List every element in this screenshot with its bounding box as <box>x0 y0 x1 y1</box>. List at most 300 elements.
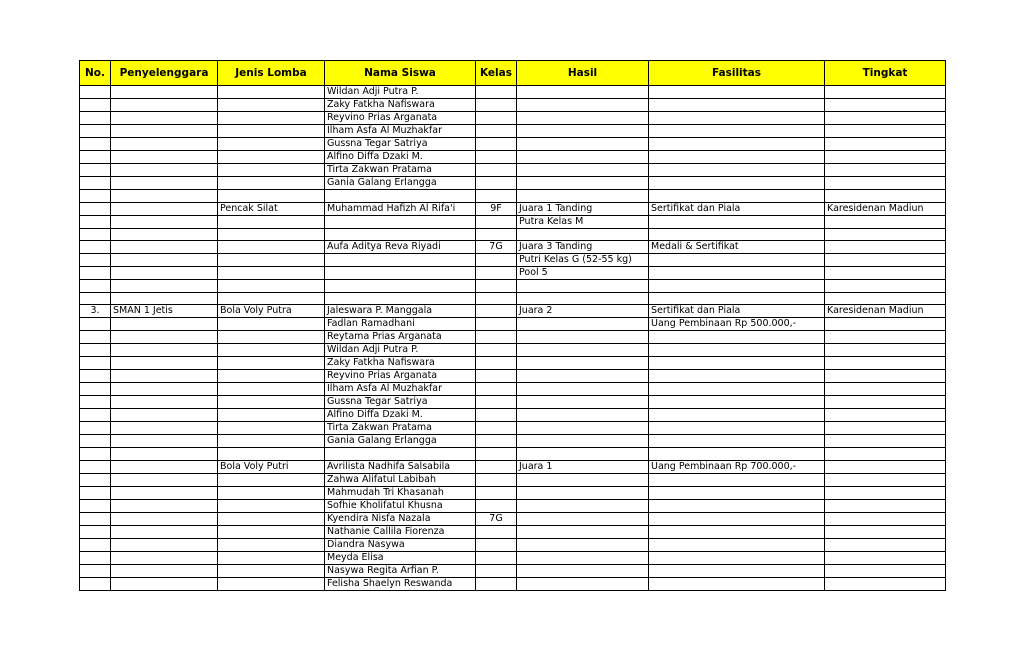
cell-jenis-lomba[interactable] <box>218 112 325 125</box>
cell-no[interactable] <box>80 267 111 280</box>
cell-fasilitas[interactable] <box>649 577 825 590</box>
cell-nama-siswa[interactable]: Tirta Zakwan Pratama <box>325 164 476 177</box>
cell-no[interactable] <box>80 448 111 461</box>
cell-no[interactable] <box>80 318 111 331</box>
cell-fasilitas[interactable] <box>649 177 825 190</box>
cell-tingkat[interactable] <box>825 357 946 370</box>
cell-jenis-lomba[interactable] <box>218 564 325 577</box>
cell-jenis-lomba[interactable] <box>218 164 325 177</box>
header-jenis-lomba[interactable]: Jenis Lomba <box>218 61 325 86</box>
cell-hasil[interactable] <box>517 280 649 293</box>
cell-tingkat[interactable] <box>825 460 946 473</box>
cell-tingkat[interactable] <box>825 435 946 448</box>
cell-nama-siswa[interactable]: Aufa Aditya Reva Riyadi <box>325 241 476 254</box>
cell-nama-siswa[interactable]: Jaleswara P. Manggala <box>325 305 476 318</box>
cell-fasilitas[interactable] <box>649 344 825 357</box>
cell-kelas[interactable] <box>476 370 517 383</box>
cell-hasil[interactable] <box>517 357 649 370</box>
cell-jenis-lomba[interactable] <box>218 344 325 357</box>
cell-penyelenggara[interactable] <box>111 551 218 564</box>
cell-jenis-lomba[interactable] <box>218 512 325 525</box>
cell-penyelenggara[interactable] <box>111 331 218 344</box>
cell-kelas[interactable] <box>476 460 517 473</box>
cell-jenis-lomba[interactable] <box>218 99 325 112</box>
cell-nama-siswa[interactable]: Nathanie Callila Fiorenza <box>325 525 476 538</box>
cell-no[interactable] <box>80 564 111 577</box>
cell-kelas[interactable] <box>476 525 517 538</box>
cell-nama-siswa[interactable]: Gania Galang Erlangga <box>325 177 476 190</box>
cell-penyelenggara[interactable] <box>111 448 218 461</box>
cell-penyelenggara[interactable] <box>111 318 218 331</box>
cell-no[interactable] <box>80 99 111 112</box>
cell-tingkat[interactable] <box>825 551 946 564</box>
cell-penyelenggara[interactable] <box>111 370 218 383</box>
cell-kelas[interactable] <box>476 318 517 331</box>
cell-jenis-lomba[interactable] <box>218 292 325 305</box>
cell-fasilitas[interactable] <box>649 435 825 448</box>
cell-penyelenggara[interactable] <box>111 435 218 448</box>
cell-penyelenggara[interactable] <box>111 215 218 228</box>
header-kelas[interactable]: Kelas <box>476 61 517 86</box>
cell-kelas[interactable] <box>476 409 517 422</box>
cell-kelas[interactable]: 7G <box>476 512 517 525</box>
cell-tingkat[interactable] <box>825 254 946 267</box>
cell-no[interactable] <box>80 112 111 125</box>
cell-penyelenggara[interactable] <box>111 525 218 538</box>
cell-no[interactable] <box>80 383 111 396</box>
cell-jenis-lomba[interactable] <box>218 86 325 99</box>
cell-tingkat[interactable] <box>825 112 946 125</box>
cell-penyelenggara[interactable] <box>111 499 218 512</box>
cell-hasil[interactable] <box>517 138 649 151</box>
cell-kelas[interactable] <box>476 228 517 241</box>
cell-penyelenggara[interactable] <box>111 202 218 215</box>
cell-hasil[interactable] <box>517 409 649 422</box>
cell-fasilitas[interactable] <box>649 86 825 99</box>
cell-no[interactable] <box>80 525 111 538</box>
cell-fasilitas[interactable] <box>649 409 825 422</box>
cell-nama-siswa[interactable]: Mahmudah Tri Khasanah <box>325 486 476 499</box>
cell-jenis-lomba[interactable]: Bola Voly Putri <box>218 460 325 473</box>
cell-penyelenggara[interactable] <box>111 512 218 525</box>
cell-hasil[interactable] <box>517 396 649 409</box>
cell-jenis-lomba[interactable] <box>218 473 325 486</box>
header-fasilitas[interactable]: Fasilitas <box>649 61 825 86</box>
cell-kelas[interactable] <box>476 164 517 177</box>
cell-kelas[interactable] <box>476 383 517 396</box>
cell-nama-siswa[interactable] <box>325 254 476 267</box>
cell-kelas[interactable] <box>476 99 517 112</box>
cell-jenis-lomba[interactable] <box>218 138 325 151</box>
cell-kelas[interactable] <box>476 305 517 318</box>
cell-penyelenggara[interactable] <box>111 473 218 486</box>
cell-kelas[interactable] <box>476 151 517 164</box>
cell-nama-siswa[interactable]: Gussna Tegar Satriya <box>325 396 476 409</box>
cell-hasil[interactable] <box>517 331 649 344</box>
cell-penyelenggara[interactable] <box>111 254 218 267</box>
cell-fasilitas[interactable] <box>649 486 825 499</box>
cell-hasil[interactable] <box>517 228 649 241</box>
cell-hasil[interactable] <box>517 151 649 164</box>
cell-penyelenggara[interactable] <box>111 190 218 203</box>
cell-tingkat[interactable] <box>825 280 946 293</box>
cell-hasil[interactable] <box>517 99 649 112</box>
cell-nama-siswa[interactable] <box>325 215 476 228</box>
cell-penyelenggara[interactable] <box>111 396 218 409</box>
header-hasil[interactable]: Hasil <box>517 61 649 86</box>
header-penyelenggara[interactable]: Penyelenggara <box>111 61 218 86</box>
cell-fasilitas[interactable] <box>649 331 825 344</box>
cell-kelas[interactable] <box>476 254 517 267</box>
cell-tingkat[interactable] <box>825 422 946 435</box>
cell-penyelenggara[interactable]: SMAN 1 Jetis <box>111 305 218 318</box>
header-tingkat[interactable]: Tingkat <box>825 61 946 86</box>
cell-jenis-lomba[interactable] <box>218 499 325 512</box>
cell-fasilitas[interactable] <box>649 99 825 112</box>
cell-nama-siswa[interactable]: Reyvino Prias Arganata <box>325 112 476 125</box>
cell-nama-siswa[interactable]: Nasywa Regita Arfian P. <box>325 564 476 577</box>
cell-hasil[interactable]: Putri Kelas G (52-55 kg) <box>517 254 649 267</box>
cell-fasilitas[interactable] <box>649 228 825 241</box>
cell-nama-siswa[interactable] <box>325 280 476 293</box>
cell-tingkat[interactable] <box>825 577 946 590</box>
cell-jenis-lomba[interactable] <box>218 125 325 138</box>
cell-no[interactable] <box>80 422 111 435</box>
cell-hasil[interactable] <box>517 448 649 461</box>
cell-fasilitas[interactable] <box>649 267 825 280</box>
cell-fasilitas[interactable] <box>649 164 825 177</box>
cell-kelas[interactable] <box>476 138 517 151</box>
header-no[interactable]: No. <box>80 61 111 86</box>
cell-tingkat[interactable] <box>825 318 946 331</box>
cell-penyelenggara[interactable] <box>111 99 218 112</box>
cell-tingkat[interactable] <box>825 151 946 164</box>
cell-tingkat[interactable] <box>825 267 946 280</box>
cell-hasil[interactable] <box>517 551 649 564</box>
cell-penyelenggara[interactable] <box>111 112 218 125</box>
cell-penyelenggara[interactable] <box>111 86 218 99</box>
cell-tingkat[interactable] <box>825 396 946 409</box>
cell-no[interactable] <box>80 177 111 190</box>
cell-hasil[interactable] <box>517 370 649 383</box>
cell-nama-siswa[interactable]: Tirta Zakwan Pratama <box>325 422 476 435</box>
cell-no[interactable]: 3. <box>80 305 111 318</box>
cell-jenis-lomba[interactable] <box>218 383 325 396</box>
cell-no[interactable] <box>80 370 111 383</box>
cell-nama-siswa[interactable]: Felisha Shaelyn Reswanda <box>325 577 476 590</box>
cell-nama-siswa[interactable]: Meyda Elisa <box>325 551 476 564</box>
cell-nama-siswa[interactable]: Gussna Tegar Satriya <box>325 138 476 151</box>
cell-no[interactable] <box>80 357 111 370</box>
cell-hasil[interactable] <box>517 486 649 499</box>
cell-penyelenggara[interactable] <box>111 138 218 151</box>
cell-fasilitas[interactable] <box>649 138 825 151</box>
cell-kelas[interactable] <box>476 448 517 461</box>
cell-nama-siswa[interactable]: Wildan Adji Putra P. <box>325 344 476 357</box>
cell-fasilitas[interactable] <box>649 564 825 577</box>
cell-tingkat[interactable] <box>825 177 946 190</box>
cell-no[interactable] <box>80 551 111 564</box>
cell-jenis-lomba[interactable] <box>218 577 325 590</box>
cell-tingkat[interactable] <box>825 512 946 525</box>
cell-kelas[interactable] <box>476 538 517 551</box>
cell-no[interactable] <box>80 396 111 409</box>
cell-jenis-lomba[interactable] <box>218 435 325 448</box>
cell-nama-siswa[interactable]: Avrilista Nadhifa Salsabila <box>325 460 476 473</box>
cell-hasil[interactable]: Juara 1 <box>517 460 649 473</box>
cell-nama-siswa[interactable]: Wildan Adji Putra P. <box>325 86 476 99</box>
cell-kelas[interactable] <box>476 422 517 435</box>
cell-kelas[interactable] <box>476 564 517 577</box>
cell-fasilitas[interactable] <box>649 215 825 228</box>
cell-nama-siswa[interactable]: Reytama Prias Arganata <box>325 331 476 344</box>
cell-tingkat[interactable] <box>825 331 946 344</box>
cell-tingkat[interactable] <box>825 164 946 177</box>
cell-no[interactable] <box>80 577 111 590</box>
cell-hasil[interactable] <box>517 512 649 525</box>
cell-tingkat[interactable] <box>825 86 946 99</box>
cell-fasilitas[interactable]: Sertifikat dan Piala <box>649 305 825 318</box>
cell-nama-siswa[interactable] <box>325 228 476 241</box>
cell-hasil[interactable] <box>517 318 649 331</box>
cell-no[interactable] <box>80 138 111 151</box>
cell-fasilitas[interactable] <box>649 190 825 203</box>
cell-nama-siswa[interactable]: Sofhie Kholifatul Khusna <box>325 499 476 512</box>
cell-nama-siswa[interactable]: Reyvino Prias Arganata <box>325 370 476 383</box>
cell-jenis-lomba[interactable] <box>218 331 325 344</box>
cell-penyelenggara[interactable] <box>111 344 218 357</box>
cell-tingkat[interactable] <box>825 448 946 461</box>
cell-jenis-lomba[interactable] <box>218 422 325 435</box>
cell-kelas[interactable] <box>476 280 517 293</box>
cell-no[interactable] <box>80 538 111 551</box>
cell-penyelenggara[interactable] <box>111 241 218 254</box>
cell-hasil[interactable] <box>517 112 649 125</box>
cell-no[interactable] <box>80 473 111 486</box>
cell-hasil[interactable] <box>517 190 649 203</box>
cell-hasil[interactable] <box>517 383 649 396</box>
cell-hasil[interactable] <box>517 164 649 177</box>
cell-tingkat[interactable] <box>825 292 946 305</box>
cell-jenis-lomba[interactable] <box>218 551 325 564</box>
cell-hasil[interactable] <box>517 435 649 448</box>
cell-no[interactable] <box>80 215 111 228</box>
cell-hasil[interactable]: Putra Kelas M <box>517 215 649 228</box>
cell-hasil[interactable]: Pool 5 <box>517 267 649 280</box>
cell-hasil[interactable] <box>517 473 649 486</box>
cell-jenis-lomba[interactable] <box>218 215 325 228</box>
cell-penyelenggara[interactable] <box>111 422 218 435</box>
cell-fasilitas[interactable] <box>649 112 825 125</box>
cell-nama-siswa[interactable]: Ilham Asfa Al Muzhakfar <box>325 125 476 138</box>
cell-kelas[interactable] <box>476 577 517 590</box>
cell-jenis-lomba[interactable] <box>218 280 325 293</box>
cell-penyelenggara[interactable] <box>111 151 218 164</box>
cell-penyelenggara[interactable] <box>111 125 218 138</box>
cell-tingkat[interactable] <box>825 190 946 203</box>
cell-fasilitas[interactable]: Sertifikat dan Piala <box>649 202 825 215</box>
cell-tingkat[interactable] <box>825 564 946 577</box>
cell-tingkat[interactable] <box>825 409 946 422</box>
cell-fasilitas[interactable] <box>649 551 825 564</box>
cell-penyelenggara[interactable] <box>111 177 218 190</box>
cell-jenis-lomba[interactable] <box>218 241 325 254</box>
cell-kelas[interactable] <box>476 267 517 280</box>
cell-jenis-lomba[interactable] <box>218 190 325 203</box>
cell-fasilitas[interactable] <box>649 383 825 396</box>
cell-fasilitas[interactable] <box>649 499 825 512</box>
cell-fasilitas[interactable] <box>649 370 825 383</box>
cell-kelas[interactable] <box>476 177 517 190</box>
cell-no[interactable] <box>80 344 111 357</box>
cell-fasilitas[interactable]: Medali & Sertifikat <box>649 241 825 254</box>
cell-jenis-lomba[interactable] <box>218 486 325 499</box>
cell-jenis-lomba[interactable] <box>218 177 325 190</box>
cell-nama-siswa[interactable]: Zaky Fatkha Nafiswara <box>325 99 476 112</box>
cell-hasil[interactable] <box>517 499 649 512</box>
cell-no[interactable] <box>80 86 111 99</box>
cell-penyelenggara[interactable] <box>111 538 218 551</box>
cell-kelas[interactable] <box>476 551 517 564</box>
cell-no[interactable] <box>80 125 111 138</box>
cell-fasilitas[interactable] <box>649 473 825 486</box>
cell-fasilitas[interactable]: Uang Pembinaan Rp 500.000,- <box>649 318 825 331</box>
cell-penyelenggara[interactable] <box>111 267 218 280</box>
cell-jenis-lomba[interactable]: Bola Voly Putra <box>218 305 325 318</box>
cell-fasilitas[interactable] <box>649 292 825 305</box>
cell-tingkat[interactable] <box>825 538 946 551</box>
cell-nama-siswa[interactable] <box>325 190 476 203</box>
cell-no[interactable] <box>80 512 111 525</box>
cell-nama-siswa[interactable] <box>325 292 476 305</box>
cell-hasil[interactable] <box>517 577 649 590</box>
cell-penyelenggara[interactable] <box>111 357 218 370</box>
cell-kelas[interactable] <box>476 357 517 370</box>
cell-penyelenggara[interactable] <box>111 228 218 241</box>
cell-jenis-lomba[interactable] <box>218 267 325 280</box>
cell-no[interactable] <box>80 190 111 203</box>
cell-kelas[interactable] <box>476 86 517 99</box>
cell-nama-siswa[interactable] <box>325 448 476 461</box>
cell-fasilitas[interactable] <box>649 125 825 138</box>
cell-tingkat[interactable]: Karesidenan Madiun <box>825 202 946 215</box>
cell-no[interactable] <box>80 228 111 241</box>
cell-no[interactable] <box>80 409 111 422</box>
cell-jenis-lomba[interactable] <box>218 525 325 538</box>
cell-hasil[interactable]: Juara 3 Tanding <box>517 241 649 254</box>
cell-penyelenggara[interactable] <box>111 486 218 499</box>
cell-jenis-lomba[interactable] <box>218 448 325 461</box>
cell-hasil[interactable] <box>517 538 649 551</box>
cell-hasil[interactable] <box>517 86 649 99</box>
cell-tingkat[interactable] <box>825 125 946 138</box>
cell-no[interactable] <box>80 241 111 254</box>
cell-kelas[interactable] <box>476 486 517 499</box>
cell-fasilitas[interactable] <box>649 538 825 551</box>
cell-tingkat[interactable] <box>825 228 946 241</box>
cell-nama-siswa[interactable]: Diandra Nasywa <box>325 538 476 551</box>
cell-nama-siswa[interactable]: Alfino Diffa Dzaki M. <box>325 151 476 164</box>
cell-jenis-lomba[interactable] <box>218 254 325 267</box>
cell-tingkat[interactable] <box>825 486 946 499</box>
cell-fasilitas[interactable] <box>649 280 825 293</box>
cell-tingkat[interactable] <box>825 138 946 151</box>
cell-fasilitas[interactable] <box>649 448 825 461</box>
cell-tingkat[interactable] <box>825 383 946 396</box>
cell-penyelenggara[interactable] <box>111 577 218 590</box>
cell-kelas[interactable] <box>476 331 517 344</box>
cell-no[interactable] <box>80 202 111 215</box>
cell-fasilitas[interactable] <box>649 396 825 409</box>
cell-tingkat[interactable]: Karesidenan Madiun <box>825 305 946 318</box>
cell-no[interactable] <box>80 151 111 164</box>
cell-kelas[interactable] <box>476 125 517 138</box>
cell-penyelenggara[interactable] <box>111 564 218 577</box>
cell-kelas[interactable]: 7G <box>476 241 517 254</box>
cell-jenis-lomba[interactable] <box>218 151 325 164</box>
cell-jenis-lomba[interactable] <box>218 228 325 241</box>
cell-no[interactable] <box>80 486 111 499</box>
cell-tingkat[interactable] <box>825 99 946 112</box>
cell-kelas[interactable] <box>476 215 517 228</box>
cell-nama-siswa[interactable]: Fadlan Ramadhani <box>325 318 476 331</box>
cell-kelas[interactable]: 9F <box>476 202 517 215</box>
cell-nama-siswa[interactable]: Zaky Fatkha Nafiswara <box>325 357 476 370</box>
cell-hasil[interactable] <box>517 344 649 357</box>
cell-no[interactable] <box>80 435 111 448</box>
cell-no[interactable] <box>80 254 111 267</box>
cell-tingkat[interactable] <box>825 215 946 228</box>
cell-nama-siswa[interactable]: Alfino Diffa Dzaki M. <box>325 409 476 422</box>
cell-no[interactable] <box>80 499 111 512</box>
cell-tingkat[interactable] <box>825 499 946 512</box>
cell-fasilitas[interactable]: Uang Pembinaan Rp 700.000,- <box>649 460 825 473</box>
cell-hasil[interactable] <box>517 525 649 538</box>
cell-kelas[interactable] <box>476 112 517 125</box>
cell-nama-siswa[interactable]: Ilham Asfa Al Muzhakfar <box>325 383 476 396</box>
cell-hasil[interactable] <box>517 422 649 435</box>
cell-no[interactable] <box>80 292 111 305</box>
cell-jenis-lomba[interactable] <box>218 538 325 551</box>
cell-jenis-lomba[interactable] <box>218 409 325 422</box>
cell-penyelenggara[interactable] <box>111 292 218 305</box>
cell-kelas[interactable] <box>476 292 517 305</box>
cell-jenis-lomba[interactable]: Pencak Silat <box>218 202 325 215</box>
cell-jenis-lomba[interactable] <box>218 318 325 331</box>
cell-hasil[interactable] <box>517 292 649 305</box>
cell-hasil[interactable] <box>517 564 649 577</box>
cell-fasilitas[interactable] <box>649 512 825 525</box>
cell-hasil[interactable] <box>517 177 649 190</box>
cell-kelas[interactable] <box>476 396 517 409</box>
cell-penyelenggara[interactable] <box>111 280 218 293</box>
cell-kelas[interactable] <box>476 499 517 512</box>
cell-hasil[interactable] <box>517 125 649 138</box>
cell-no[interactable] <box>80 460 111 473</box>
header-nama-siswa[interactable]: Nama Siswa <box>325 61 476 86</box>
cell-nama-siswa[interactable]: Gania Galang Erlangga <box>325 435 476 448</box>
cell-hasil[interactable]: Juara 1 Tanding <box>517 202 649 215</box>
cell-kelas[interactable] <box>476 344 517 357</box>
cell-tingkat[interactable] <box>825 344 946 357</box>
cell-fasilitas[interactable] <box>649 151 825 164</box>
cell-jenis-lomba[interactable] <box>218 370 325 383</box>
cell-penyelenggara[interactable] <box>111 383 218 396</box>
cell-fasilitas[interactable] <box>649 525 825 538</box>
cell-nama-siswa[interactable]: Kyendira Nisfa Nazala <box>325 512 476 525</box>
cell-nama-siswa[interactable] <box>325 267 476 280</box>
cell-kelas[interactable] <box>476 435 517 448</box>
